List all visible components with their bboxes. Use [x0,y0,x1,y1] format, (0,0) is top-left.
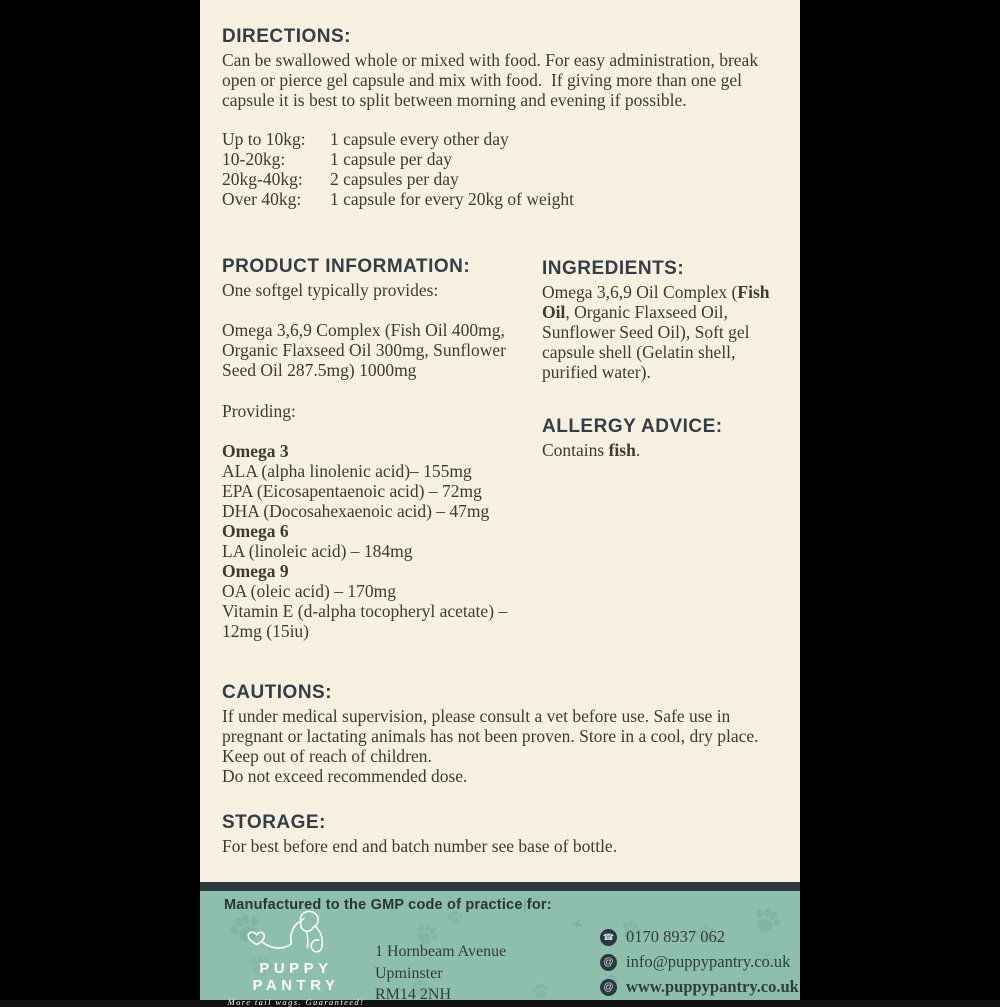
contact-row-website [600,977,799,997]
dosage-row [222,169,784,189]
allergy-advice-heading: ALLERGY ADVICE: [542,416,723,437]
providing-item: Vitamin E (d-alpha tocopheryl acetate) – 12mg (15iu) [222,601,508,641]
cautions-section [222,682,787,786]
phone-number: 0170 8937 062 [626,927,725,946]
product-information-section [222,256,534,641]
website-icon: @ [600,979,617,996]
providing-item: Omega 3 [222,441,289,461]
footer-divider-bar [200,882,800,891]
dosage-row [222,129,784,149]
storage-body: For best before end and batch number see base of bottle. [222,836,618,856]
dosage-weight: 20kg-40kg: [222,169,303,189]
contact-row-phone [600,927,799,947]
providing-item: LA (linoleic acid) – 184mg [222,541,413,561]
providing-item: OA (oleic acid) – 170mg [222,581,396,601]
providing-item: EPA (Eicosapentaenoic acid) – 72mg [222,481,482,501]
contact-row-email [600,952,799,972]
brand-tagline: More tail wags. Guaranteed! [227,997,365,1007]
allergy-bold-term: fish [608,440,636,460]
product-label-panel [200,0,800,1000]
directions-body: Can be swallowed whole or mixed with food. For easy administration, break open or pierce gel capsule and mix with food. If giving more than one gel capsule it is best to split between morning and evening if possible. [222,50,763,110]
address-line: RM14 2NH [375,986,452,1003]
providing-item: Omega 6 [222,521,289,541]
cautions-body2: Do not exceed recommended dose. [222,766,468,786]
dog-line-art-icon [232,907,360,959]
storage-section [222,812,787,856]
ingredients-suffix: , Organic Flaxseed Oil, Sunflower Seed Oil), Soft gel capsule shell (Gelatin shell, purified water). [542,302,750,382]
directions-section [222,26,784,209]
allergy-advice-text [542,440,792,460]
dosage-weight: Up to 10kg: [222,129,306,149]
cautions-body: If under medical supervision, please consult a vet before use. Safe use in pregnant or lactating animals has not been proven. Store in a cool, dry place. Keep out of reach of children. [222,706,759,766]
dosage-dose: 1 capsule every other day [330,129,509,149]
email-icon: @ [600,954,617,971]
brand-name: PUPPY PANTRY [252,960,340,994]
dosage-row [222,149,784,169]
ingredients-bold-term: Fish Oil [542,282,770,322]
phone-icon: ☎ [600,929,617,946]
dosage-weight: 10-20kg: [222,149,286,169]
directions-heading: DIRECTIONS: [222,26,351,47]
address-block [375,941,506,1006]
product-information-heading: PRODUCT INFORMATION: [222,256,471,277]
ingredients-section [542,258,792,460]
ingredients-prefix: Omega 3,6,9 Oil Complex ( [542,282,738,302]
dosage-dose: 2 capsules per day [330,169,459,189]
ingredients-text [542,282,792,382]
sparkle-icon [570,917,584,931]
website-url: www.puppypantry.co.uk [626,977,799,996]
dosage-weight: Over 40kg: [222,189,302,209]
allergy-suffix: . [635,440,641,460]
email-address: info@puppypantry.co.uk [626,952,791,971]
product-information-intro: One softgel typically provides: [222,280,439,300]
providing-item: Omega 9 [222,561,289,581]
footer [200,891,800,1007]
address-line: 1 Hornbeam Avenue [375,943,507,960]
puppy-pantry-logo [212,907,380,1007]
omega-complex-text: Omega 3,6,9 Complex (Fish Oil 400mg, Organic Flaxseed Oil 300mg, Sunflower Seed Oil 287.5mg) 1000mg [222,320,507,380]
cautions-heading: CAUTIONS: [222,682,333,703]
providing-list [222,441,534,641]
dosage-table [222,129,784,209]
allergy-prefix: Contains [542,440,609,460]
providing-item: DHA (Docosahexaenoic acid) – 47mg [222,501,490,521]
storage-heading: STORAGE: [222,812,326,833]
dosage-row [222,189,784,209]
address-line: Upminster [375,964,443,982]
gmp-statement: Manufactured to the GMP code of practice for: [224,897,552,913]
contact-block [600,927,799,1002]
paw-print-icon [528,979,552,1003]
dosage-dose: 1 capsule per day [330,149,452,169]
providing-label: Providing: [222,401,296,421]
ingredients-heading: INGREDIENTS: [542,258,685,279]
dosage-dose: 1 capsule for every 20kg of weight [330,189,574,209]
providing-item: ALA (alpha linolenic acid)– 155mg [222,461,472,481]
